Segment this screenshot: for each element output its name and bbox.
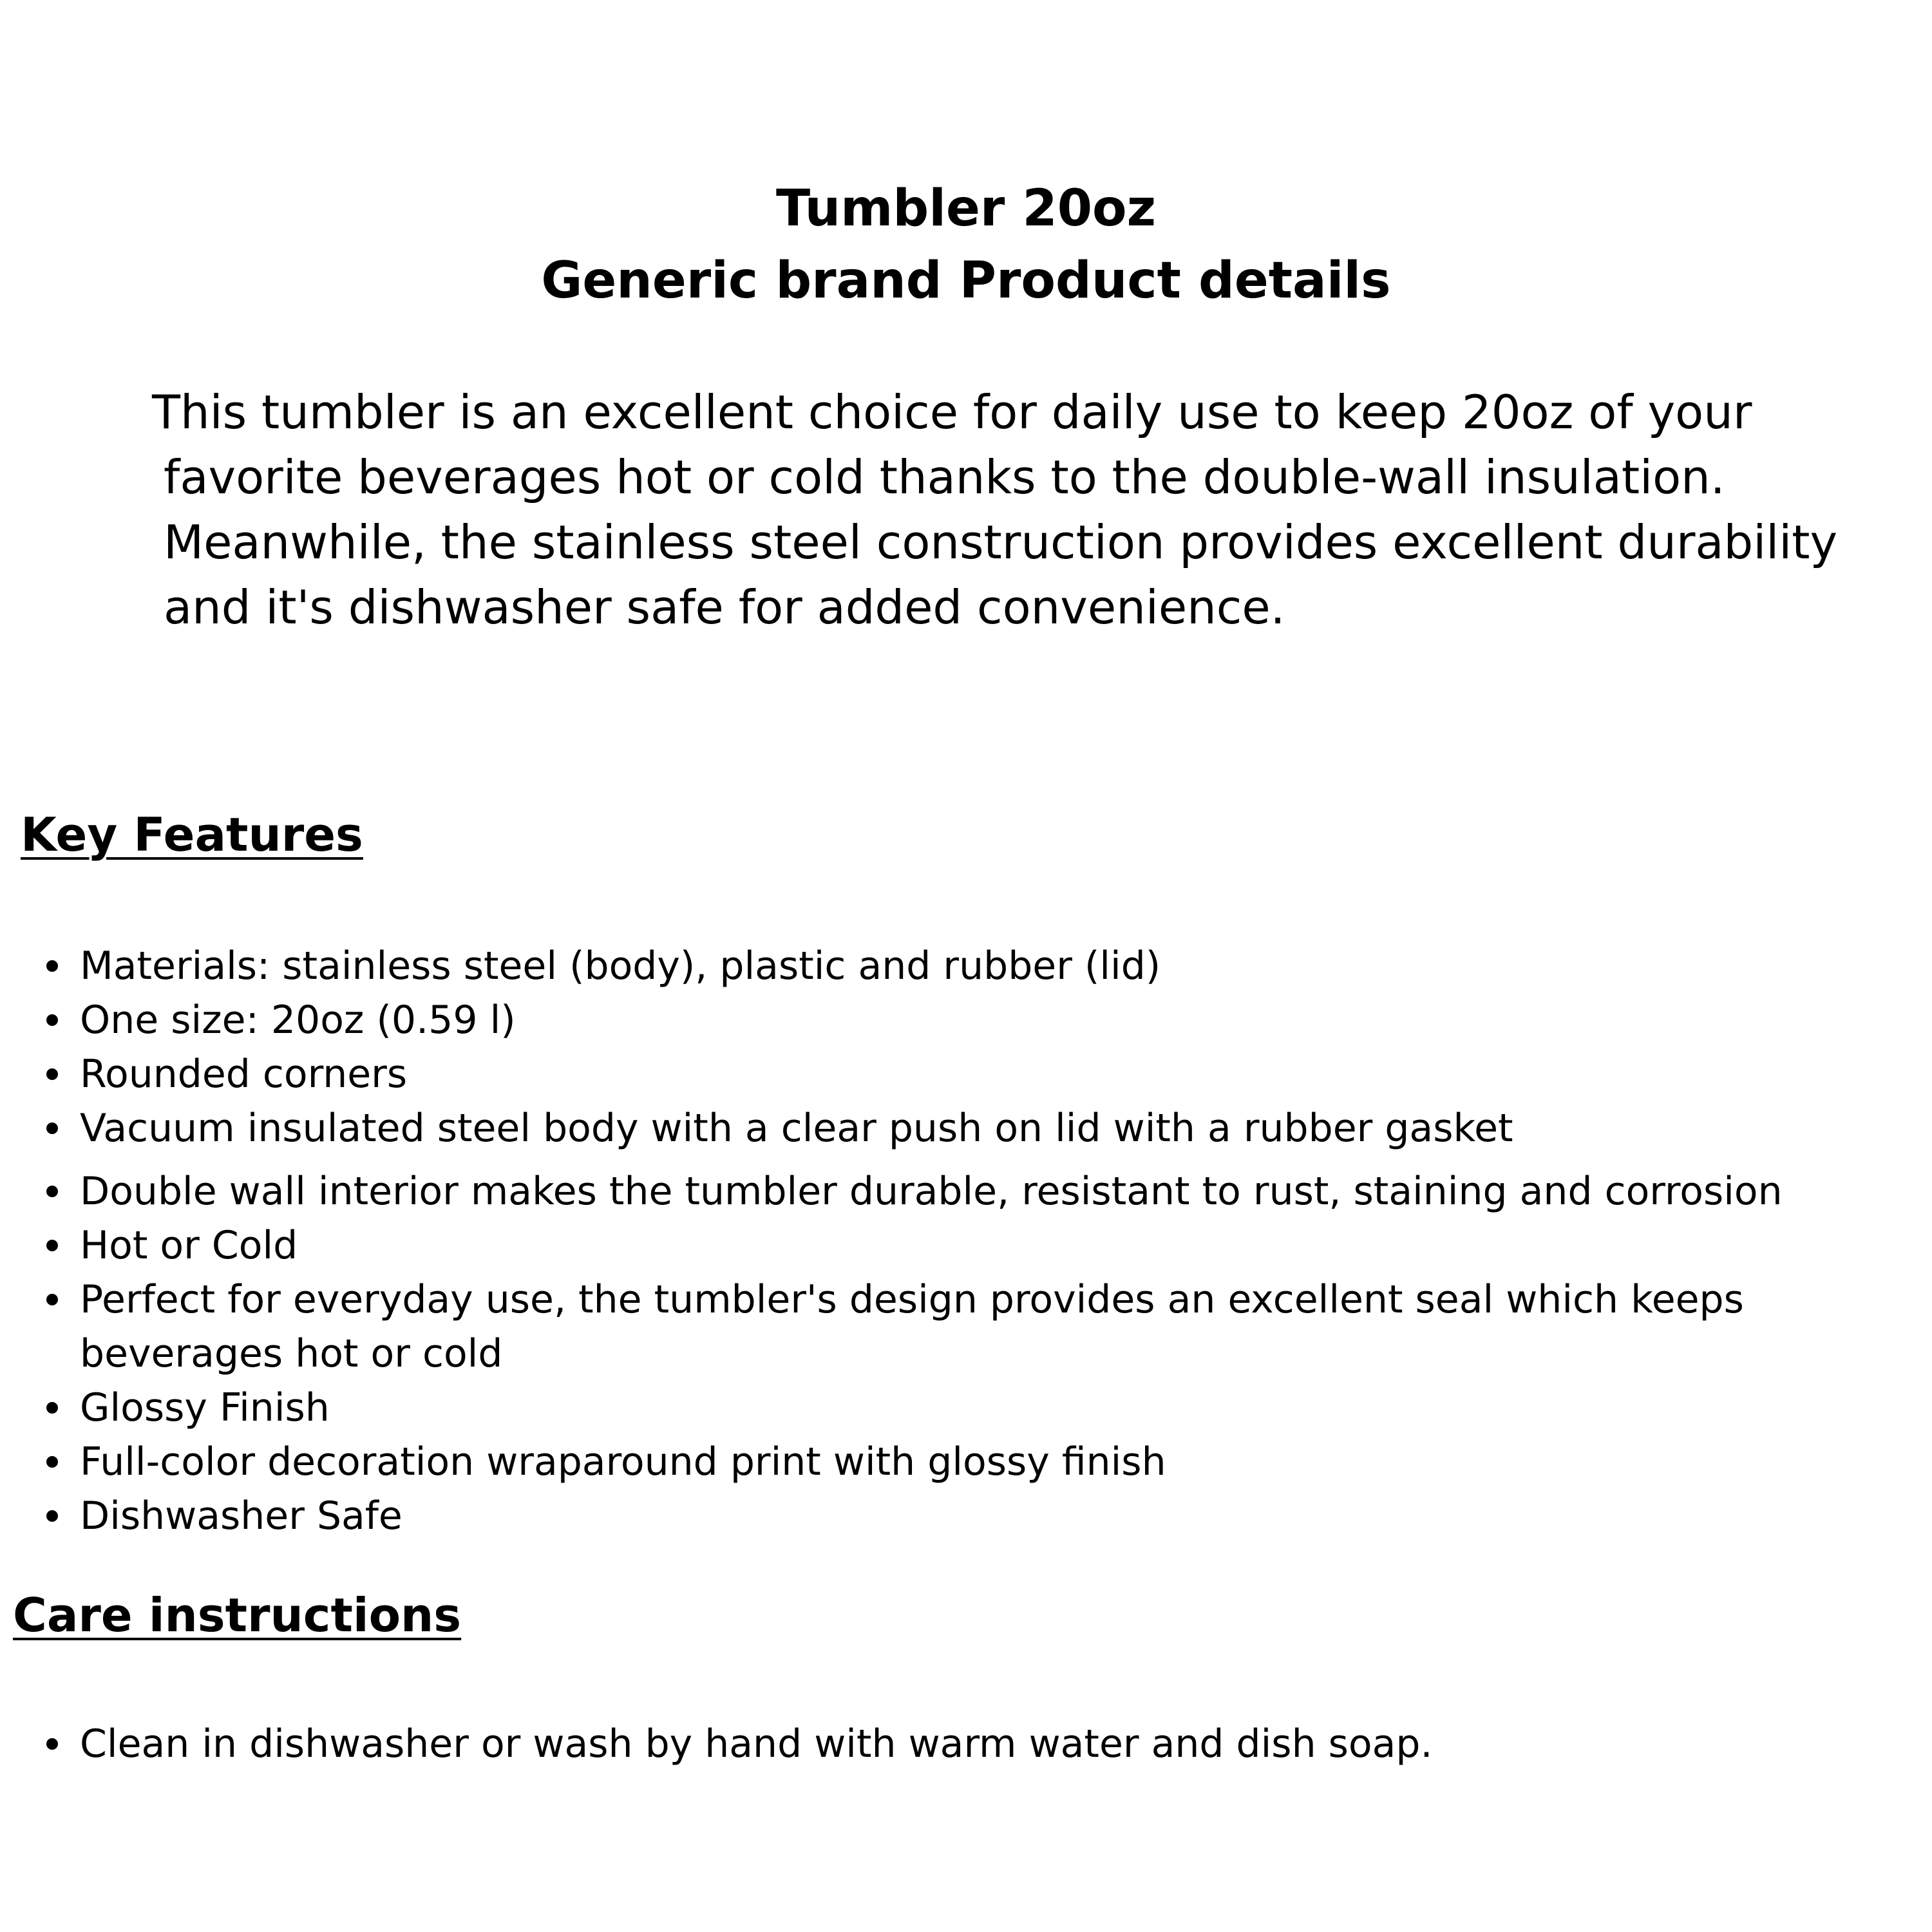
bullet-icon bbox=[46, 960, 58, 972]
list-item bbox=[0, 993, 1906, 1047]
intro-line: Meanwhile, the stainless steel construction provides excellent durability bbox=[164, 515, 1838, 569]
intro-line: favorite beverages hot or cold thanks to the double-wall insulation. bbox=[164, 450, 1725, 504]
bullet-icon bbox=[46, 1456, 58, 1468]
list-item-text: Rounded corners bbox=[80, 1052, 408, 1097]
list-item bbox=[0, 939, 1906, 993]
list-item-text: Glossy Finish bbox=[80, 1385, 330, 1430]
intro-line: and it's dishwasher safe for added convenience. bbox=[164, 580, 1285, 634]
list-item bbox=[0, 1489, 1906, 1543]
product-title: Tumbler 20oz bbox=[775, 180, 1157, 238]
list-item-text: Perfect for everyday use, the tumbler's design provides an excellent seal which keeps beverages hot or cold bbox=[80, 1277, 1744, 1376]
bullet-icon bbox=[46, 1738, 58, 1750]
list-item-text: Dishwasher Safe bbox=[80, 1493, 402, 1539]
care-instructions-heading: Care instructions bbox=[13, 1588, 462, 1642]
list-item bbox=[0, 1164, 1906, 1218]
bullet-icon bbox=[46, 1510, 58, 1522]
key-features-list bbox=[0, 939, 1906, 1543]
intro-paragraph bbox=[152, 380, 1839, 640]
bullet-icon bbox=[46, 1294, 58, 1305]
bullet-icon bbox=[46, 1186, 58, 1197]
list-item bbox=[0, 1218, 1906, 1273]
list-item-text: Hot or Cold bbox=[80, 1223, 298, 1268]
bullet-icon bbox=[46, 1068, 58, 1080]
product-subtitle: Generic brand Product details bbox=[541, 252, 1391, 310]
list-item-text: Materials: stainless steel (body), plastic and rubber (lid) bbox=[80, 943, 1161, 989]
bullet-icon bbox=[46, 1240, 58, 1251]
list-item bbox=[0, 1101, 1906, 1155]
key-features-heading: Key Features bbox=[21, 808, 363, 862]
bullet-icon bbox=[46, 1014, 58, 1026]
bullet-icon bbox=[46, 1402, 58, 1414]
list-item-text: One size: 20oz (0.59 l) bbox=[80, 998, 516, 1043]
list-item-text: Vacuum insulated steel body with a clear push on lid with a rubber gasket bbox=[80, 1106, 1513, 1151]
list-item bbox=[0, 1717, 1906, 1771]
list-item bbox=[0, 1381, 1906, 1435]
intro-line: This tumbler is an excellent choice for daily use to keep 20oz of your bbox=[152, 385, 1752, 439]
list-item bbox=[0, 1047, 1906, 1101]
care-instructions-list bbox=[0, 1717, 1906, 1771]
list-item-text: Clean in dishwasher or wash by hand with warm water and dish soap. bbox=[80, 1721, 1433, 1766]
bullet-icon bbox=[46, 1122, 58, 1134]
list-item-text: Double wall interior makes the tumbler durable, resistant to rust, staining and corrosion bbox=[80, 1169, 1783, 1214]
list-item bbox=[0, 1273, 1870, 1381]
list-item-text: Full-color decoration wraparound print with glossy finish bbox=[80, 1439, 1166, 1484]
list-item bbox=[0, 1435, 1906, 1489]
